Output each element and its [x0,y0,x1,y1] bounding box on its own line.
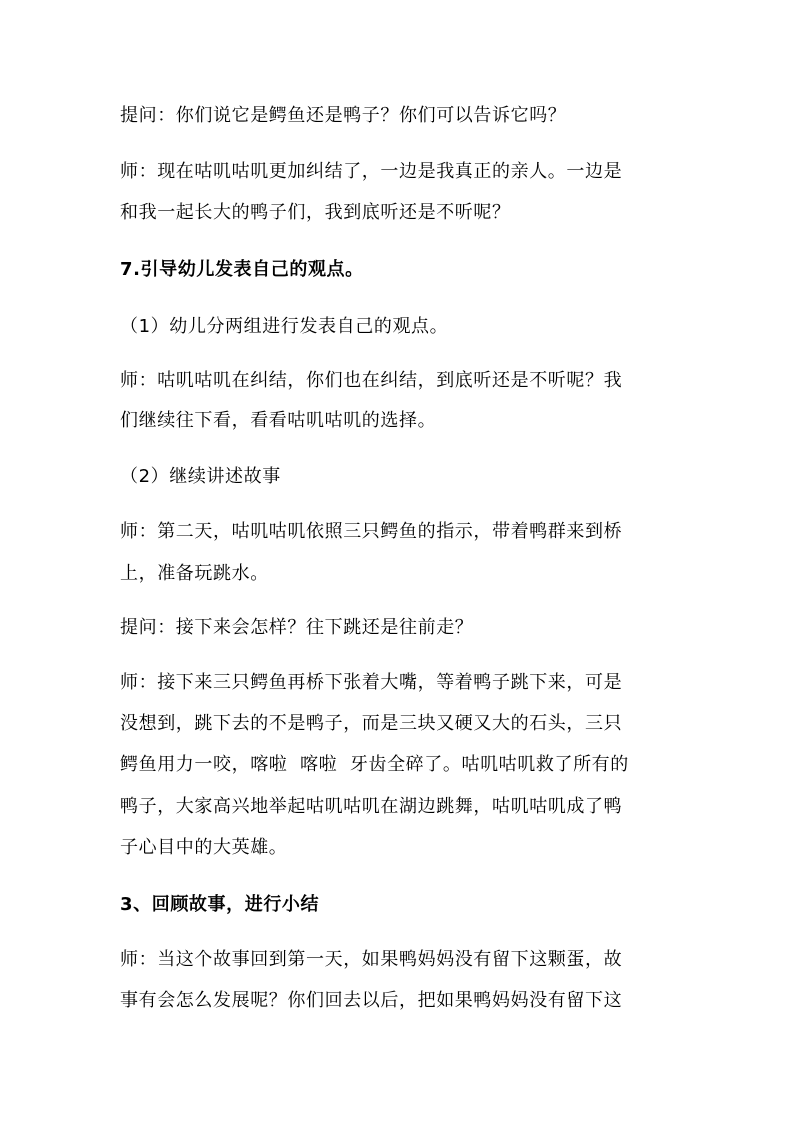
teacher-line: 师：接下来三只鳄鱼再桥下张着大嘴，等着鸭子跳下来，可是 [120,672,623,693]
teacher-line: 师：当这个故事回到第一天，如果鸭妈妈没有留下这颗蛋，故 [120,949,623,970]
teacher-line-continued: 子心目中的大英雄。 [120,837,288,858]
sub-step-line: （2）继续讲述故事 [120,466,281,487]
teacher-line-continued: 上，准备玩跳水。 [120,563,269,584]
teacher-line-continued: 鳄鱼用力一咬，喀啦 喀啦 牙齿全碎了。咕叽咕叽救了所有的 [120,754,629,775]
teacher-line-continued: 没想到，跳下去的不是鸭子，而是三块又硬又大的石头，三只 [120,713,623,734]
question-line: 提问：你们说它是鳄鱼还是鸭子？你们可以告诉它吗？ [120,105,567,126]
sub-step-line: （1）幼儿分两组进行发表自己的观点。 [120,316,449,337]
section-heading: 7.引导幼儿发表自己的观点。 [120,259,364,280]
question-line: 提问：接下来会怎样？往下跳还是往前走？ [120,617,474,638]
section-heading: 3、回顾故事，进行小结 [120,894,320,915]
teacher-line: 师：咕叽咕叽在纠结，你们也在纠结，到底听还是不听呢？我 [120,370,623,391]
teacher-line: 师：第二天，咕叽咕叽依照三只鳄鱼的指示，带着鸭群来到桥 [120,521,623,542]
teacher-line-continued: 和我一起长大的鸭子们，我到底听还是不听呢？ [120,202,511,223]
teacher-line-continued: 们继续往下看，看看咕叽咕叽的选择。 [120,410,437,431]
teacher-line-continued: 事有会怎么发展呢？你们回去以后，把如果鸭妈妈没有留下这 [120,990,623,1011]
teacher-line-continued: 鸭子，大家高兴地举起咕叽咕叽在湖边跳舞，咕叽咕叽成了鸭 [120,796,623,817]
teacher-line: 师：现在咕叽咕叽更加纠结了，一边是我真正的亲人。一边是 [120,161,623,182]
